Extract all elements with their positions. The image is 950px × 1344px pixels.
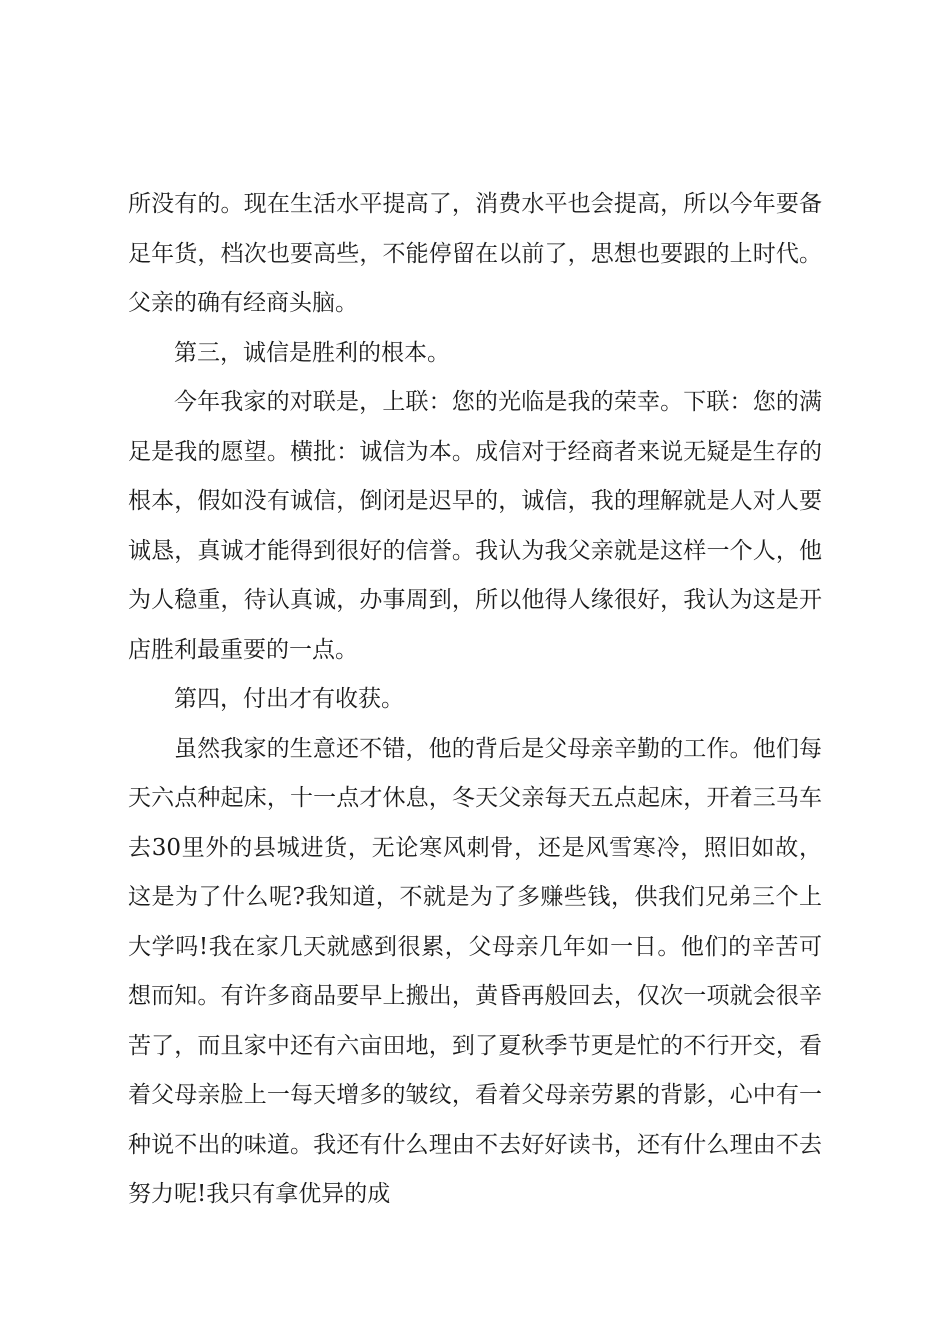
- paragraph-5: 虽然我家的生意还不错，他的背后是父母亲辛勤的工作。他们每天六点种起床，十一点才休息，冬天父亲每天五点起床，开着三马车去30里外的县城进货，无论寒风刺骨，还是风雪寒冷，照旧如故，这是为了什么呢?我知道，不就是为了多赚些钱，供我们兄弟三个上大学吗!我在家几天就感到很累，父母亲几年如一日。他们的辛苦可想而知。有许多商品要早上搬出，黄昏再般回去，仅次一项就会很辛苦了，而且家中还有六亩田地，到了夏秋季节更是忙的不行开交，看着父母亲脸上一每天增多的皱纹，看着父母亲劳累的背影，心中有一种说不出的味道。我还有什么理由不去好好读书，还有什么理由不去努力呢!我只有拿优异的成: [128, 735, 822, 1207]
- paragraph-2: 第三，诚信是胜利的根本。: [174, 339, 450, 366]
- paragraph-4: 第四，付出才有收获。: [174, 686, 404, 712]
- document-page: [128, 180, 822, 1220]
- paragraph-1: 所没有的。现在生活水平提高了，消费水平也会提高，所以今年要备足年货，档次也要高些，不能停留在以前了，思想也要跟的上时代。父亲的确有经商头脑。: [128, 191, 822, 316]
- paragraph-3: 今年我家的对联是，上联：您的光临是我的荣幸。下联：您的满足是我的愿望。横批：诚信为本。成信对于经商者来说无疑是生存的根本，假如没有诚信，倒闭是迟早的，诚信，我的理解就是人对人要诚恳，真诚才能得到很好的信誉。我认为我父亲就是这样一个人，他为人稳重，待认真诚，办事周到，所以他得人缘很好，我认为这是开店胜利最重要的一点。: [128, 389, 822, 663]
